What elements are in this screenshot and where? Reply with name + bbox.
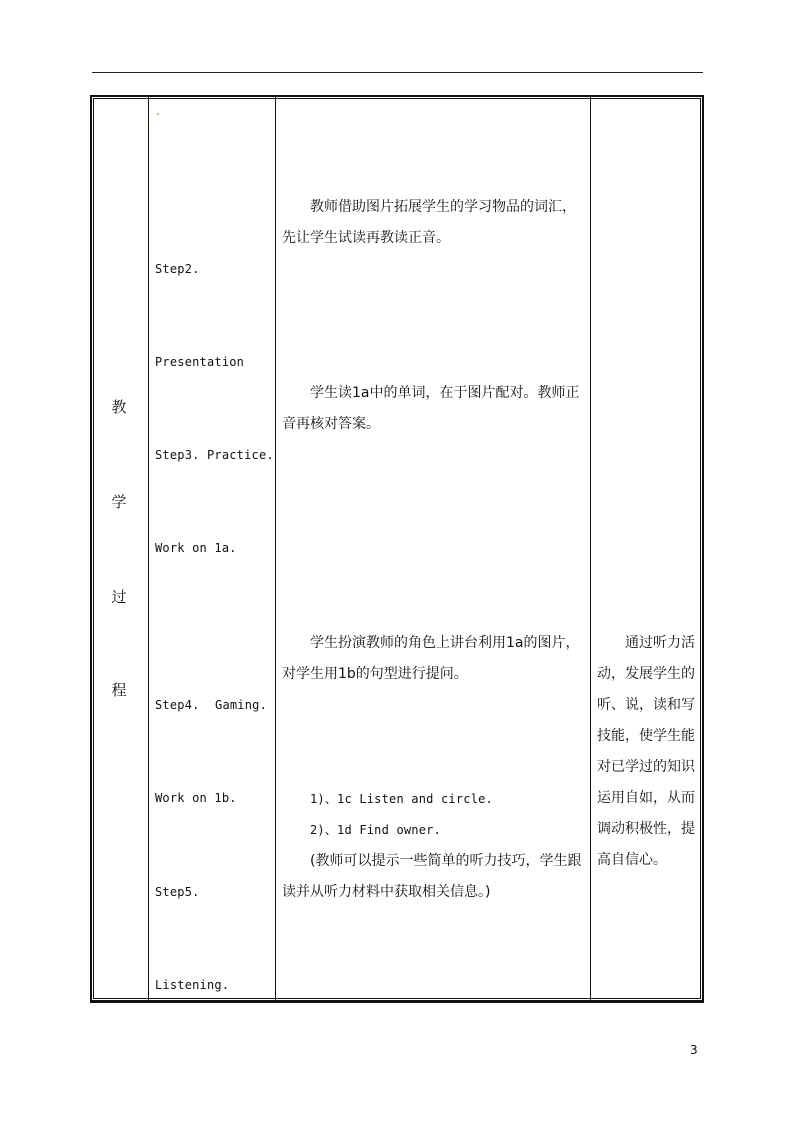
step-5-content xyxy=(282,784,584,908)
stage-char-1: 教 xyxy=(111,398,127,416)
step-5-item-1: 1)、1c Listen and circle. xyxy=(310,792,493,806)
step-3-line-2: Work on 1a. xyxy=(155,541,237,555)
purpose-note xyxy=(597,628,701,876)
stage-char-3: 过 xyxy=(111,588,127,606)
step-2-description: 教师借助图片拓展学生的学习物品的词汇，先让学生试读再教读正音。 xyxy=(282,199,576,246)
step-4-number: Step4. xyxy=(155,698,200,712)
step-3-content xyxy=(282,378,584,440)
step-4-content xyxy=(282,628,584,690)
step-3-description: 学生读1a中的单词，在于图片配对。教师正音再核对答案。 xyxy=(282,385,580,432)
column-divider-2 xyxy=(275,95,276,1003)
step-4-title: Gaming. xyxy=(215,698,267,712)
step-3-line-1: Step3. Practice. xyxy=(155,448,274,462)
step-4-line-2: Work on 1b. xyxy=(155,791,237,805)
step-4-label xyxy=(155,628,267,845)
step-2-line-2: Presentation xyxy=(155,355,245,369)
step-5-item-2: 2)、1d Find owner. xyxy=(310,823,441,837)
step-3-label xyxy=(155,378,274,595)
purpose-note-text: 通过听力活动，发展学生的听、说，读和写技能，使学生能对已学过的知识运用自如，从而调动积极性，提高自信心。 xyxy=(597,635,695,868)
step-2-content xyxy=(282,192,584,254)
step-5-description: (教师可以提示一些简单的听力技巧，学生跟读并从听力材料中获取相关信息。) xyxy=(282,853,582,900)
step-5-line-2: Listening. xyxy=(155,978,230,992)
decorative-dot xyxy=(157,113,159,115)
page-number: 3 xyxy=(690,1043,698,1057)
header-rule xyxy=(92,72,703,73)
stage-char-4: 程 xyxy=(111,681,127,699)
step-4-line-1 xyxy=(155,690,267,721)
step-5-line-1: Step5. xyxy=(155,885,200,899)
stage-char-2: 学 xyxy=(111,493,127,511)
step-2-label xyxy=(155,192,267,409)
step-4-description: 学生扮演教师的角色上讲台利用1a的图片，对学生用1b的句型进行提问。 xyxy=(282,635,580,682)
column-divider-3 xyxy=(590,95,591,1003)
column-divider-1 xyxy=(148,95,149,1003)
step-5-label xyxy=(155,815,267,1032)
step-2-line-1: Step2. xyxy=(155,262,200,276)
